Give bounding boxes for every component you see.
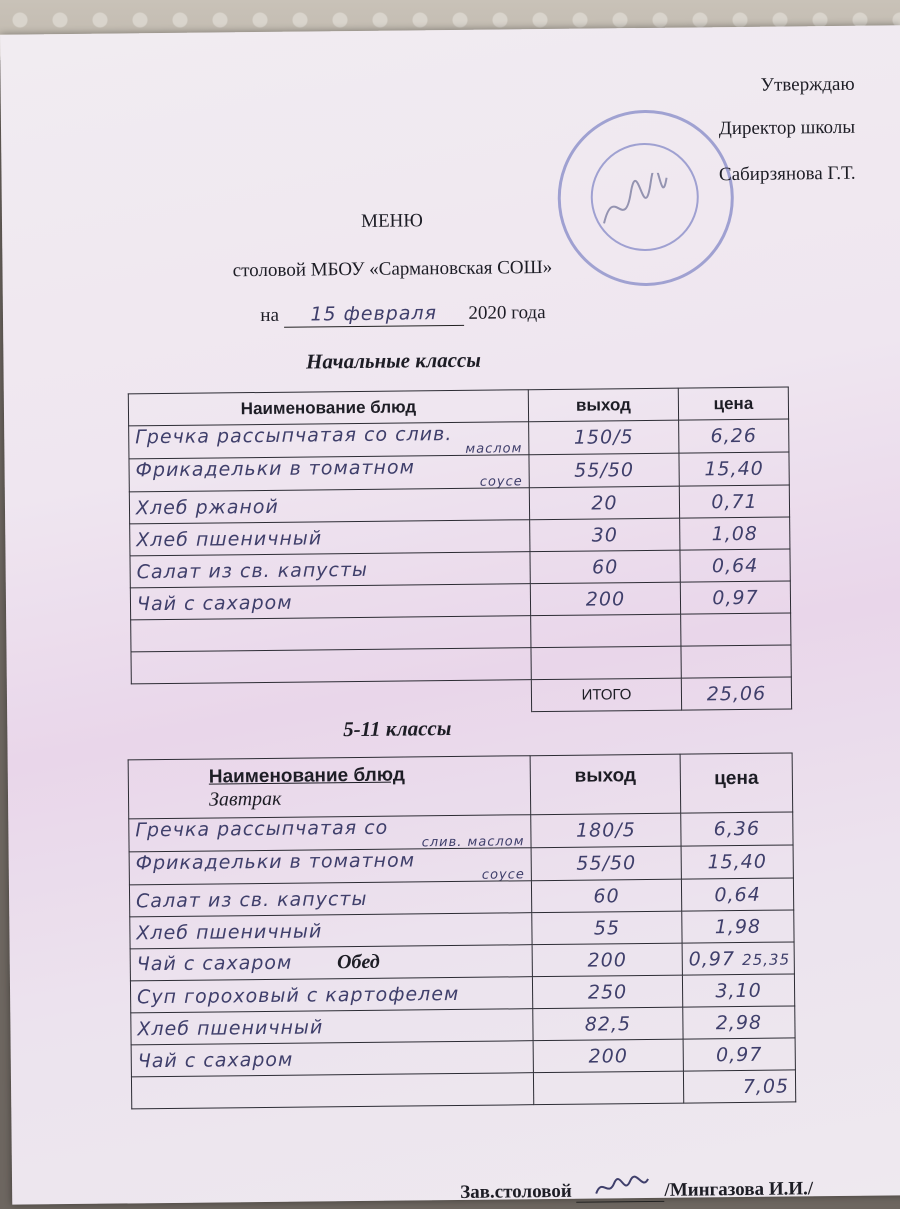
- dish-name: Фрикадельки в томатном соусе: [129, 455, 529, 492]
- dish-name: Гречка рассыпчатая со слив. маслом: [129, 422, 529, 459]
- dish-name: Хлеб пшеничный: [130, 913, 532, 949]
- date-handwritten: 15 февраля: [310, 302, 438, 326]
- dish-price: 0,64: [680, 549, 790, 582]
- dish-output: 180/5: [531, 813, 681, 848]
- table-header-row: [128, 753, 793, 819]
- dish-price: 0,97: [680, 581, 790, 614]
- col-header-price: цена: [678, 387, 788, 420]
- dish-output: 55/50: [531, 846, 681, 881]
- dish-output: 150/5: [529, 420, 679, 455]
- dish-output: 60: [531, 879, 681, 913]
- dish-name: Салат из св. капусты: [129, 881, 531, 917]
- dish-name: Чай с сахаром: [130, 584, 530, 620]
- dish-output: 30: [530, 518, 680, 552]
- manager-signature-line: [576, 1181, 664, 1203]
- dish-name: Салат из св. капусты: [130, 552, 530, 588]
- footer-signature: [460, 1178, 813, 1204]
- col-header-output: выход: [528, 388, 678, 422]
- dish-name: Хлеб пшеничный: [130, 520, 530, 556]
- dish-output: 55: [532, 911, 682, 945]
- dish-name: Чай с сахаром Обед: [130, 945, 532, 981]
- total-label: ИТОГО: [531, 678, 681, 712]
- dish-name: Хлеб пшеничный: [131, 1009, 533, 1045]
- date-field: [284, 302, 464, 328]
- dish-price: 0,97 25,35: [682, 942, 794, 975]
- date-prefix: на: [260, 304, 280, 327]
- manager-signature: [592, 1175, 652, 1200]
- year-text: 2020 года: [468, 302, 546, 324]
- total-row: [131, 677, 791, 716]
- col-header-output: выход: [530, 754, 681, 815]
- dish-price: 1,98: [682, 910, 794, 943]
- dish-output: 200: [533, 1039, 683, 1073]
- page-title: МЕНЮ: [361, 210, 423, 232]
- dish-price: 6,36: [681, 812, 793, 846]
- dish-name: Суп гороховый с картофелем: [130, 977, 532, 1013]
- director-title: Директор школы: [718, 116, 856, 140]
- dish-price: 0,97: [683, 1038, 795, 1071]
- primary-menu-table: [128, 386, 792, 716]
- dish-name: Хлеб ржаной: [129, 488, 529, 524]
- dish-output: 20: [529, 486, 679, 520]
- lunch-label: Обед: [336, 950, 380, 974]
- dish-name: Гречка рассыпчатая со слив. маслом: [129, 815, 531, 852]
- dish-price: 0,64: [681, 878, 793, 911]
- dish-price: 15,40: [679, 452, 789, 486]
- lunch-total: 7,05: [683, 1070, 795, 1103]
- footer-name: /Мингазова И.И./: [664, 1178, 814, 1201]
- total-value: 25,06: [681, 677, 791, 710]
- approve-label: Утверждаю: [760, 73, 855, 96]
- dish-output: 250: [532, 975, 682, 1009]
- dish-name: Чай с сахаром: [131, 1041, 533, 1077]
- breakfast-total: 25,35: [742, 949, 791, 969]
- dish-output: 60: [530, 550, 680, 584]
- total-row: [131, 1070, 795, 1109]
- canteen-subtitle: столовой МБОУ «Сармановская СОШ»: [232, 256, 553, 282]
- dish-price: 6,26: [679, 419, 789, 453]
- dish-output: 55/50: [529, 453, 679, 488]
- breakfast-label: Завтрак: [208, 787, 282, 811]
- senior-menu-table: [128, 752, 797, 1109]
- menu-document: [0, 25, 900, 1204]
- dish-output: 200: [532, 943, 682, 977]
- footer-role: Зав.столовой: [460, 1180, 572, 1203]
- dish-output: 82,5: [533, 1007, 683, 1041]
- director-name: Сабирзянова Г.Т.: [718, 162, 856, 186]
- section-senior-title: 5-11 классы: [343, 716, 452, 742]
- dish-price: 2,98: [683, 1006, 795, 1039]
- dish-name: Фрикадельки в томатном соусе: [129, 848, 531, 885]
- dish-price: 3,10: [682, 974, 794, 1007]
- col-header-name: Наименование блюд Завтрак: [128, 756, 531, 819]
- dish-price: 1,08: [680, 517, 790, 550]
- section-primary-title: Начальные классы: [305, 347, 481, 374]
- dish-output: 200: [530, 582, 680, 616]
- dish-price: 15,40: [681, 845, 793, 879]
- date-line: [0, 298, 853, 331]
- dish-price: 0,71: [679, 485, 789, 518]
- col-header-price: цена: [680, 753, 793, 813]
- col-header-name: Наименование блюд: [128, 390, 528, 426]
